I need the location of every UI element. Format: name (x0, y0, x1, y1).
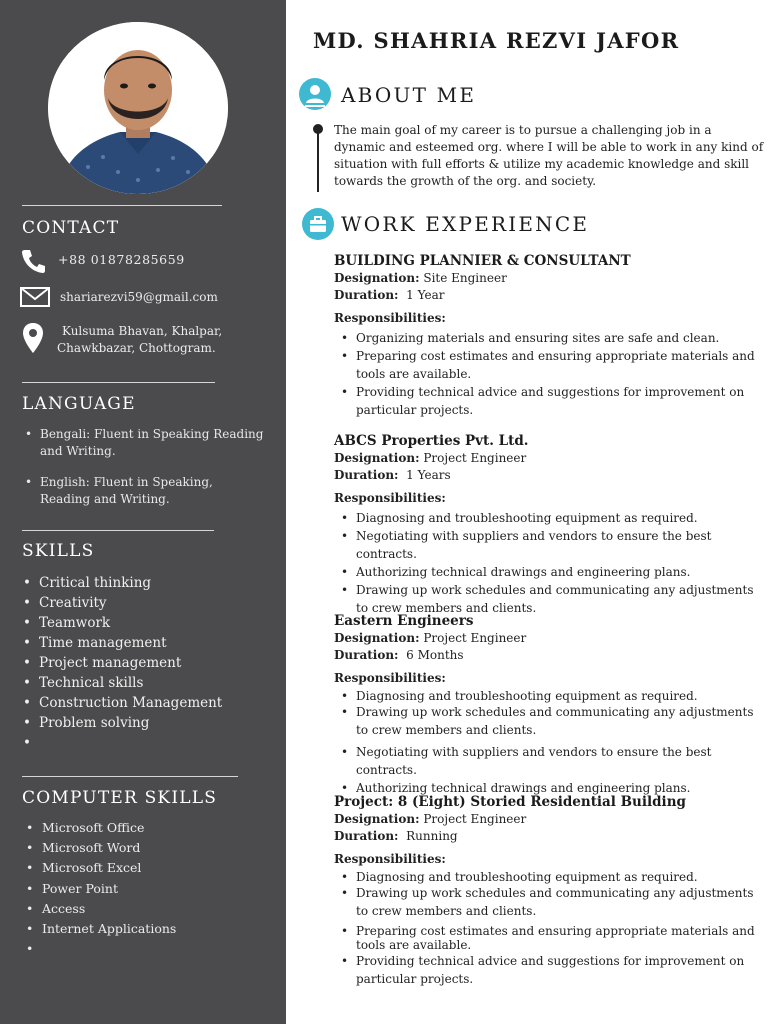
phone-icon (20, 248, 48, 274)
computer-skill-item: • Microsoft Word (26, 838, 266, 858)
profile-photo-illustration (48, 22, 228, 194)
job-company: Project: 8 (Eight) Storied Residential Building (334, 794, 686, 810)
computer-skill-item: • Internet Applications (26, 919, 266, 939)
responsibilities-list (334, 509, 766, 617)
job-designation: Designation: Project Engineer (334, 631, 527, 645)
contact-phone[interactable]: +88 01878285659 (58, 252, 185, 267)
job-entry (334, 252, 766, 419)
sidebar (0, 0, 286, 1024)
computer-skill-item: • Access (26, 899, 266, 919)
responsibility-item: • Organizing materials and ensuring sites are safe and clean. (334, 329, 766, 347)
job-duration: Duration: 1 Year (334, 288, 445, 302)
person-icon (299, 78, 331, 110)
job-entry (334, 793, 766, 988)
job-entry (334, 612, 766, 797)
responsibility-item: • Preparing cost estimates and ensuring appropriate materials and tools are available. (334, 924, 766, 952)
responsibility-item: • Authorizing technical drawings and engineering plans. (334, 779, 766, 797)
responsibilities-list (334, 870, 766, 988)
contact-heading: CONTACT (22, 218, 120, 238)
responsibility-item: • Negotiating with suppliers and vendors to ensure the best contracts. (334, 527, 766, 563)
responsibilities-list (334, 329, 766, 419)
responsibilities-list (334, 689, 766, 797)
skill-item: • Time management (22, 633, 262, 653)
job-company: ABCS Properties Pvt. Ltd. (334, 433, 529, 449)
language-item: • English: Fluent in Speaking, Reading and Writing. (24, 474, 264, 507)
responsibility-item: • Drawing up work schedules and communicating any adjustments to crew members and clients. (334, 703, 766, 739)
skills-list (22, 573, 262, 753)
computer-skill-item: • Power Point (26, 879, 266, 899)
divider (22, 776, 238, 777)
contact-address-line2: Chawkbazar, Chottogram. (57, 341, 216, 355)
job-company: BUILDING PLANNIER & CONSULTANT (334, 253, 631, 269)
responsibilities-heading: Responsibilities: (334, 852, 446, 866)
responsibility-item: • Diagnosing and troubleshooting equipment as required. (334, 689, 766, 703)
job-designation: Designation: Project Engineer (334, 812, 527, 826)
candidate-name: MD. SHAHRIA REZVI JAFOR (313, 28, 680, 53)
skill-item: • Problem solving (22, 713, 262, 733)
divider (22, 382, 215, 383)
job-duration: Duration: 1 Years (334, 468, 451, 482)
skill-item: • Creativity (22, 593, 262, 613)
language-heading: LANGUAGE (22, 394, 136, 414)
responsibility-item: • Drawing up work schedules and communicating any adjustments to crew members and clients. (334, 581, 766, 617)
responsibility-item: • Providing technical advice and suggestions for improvement on particular projects. (334, 383, 766, 419)
job-duration: Duration: Running (334, 829, 458, 843)
contact-address-line1: Kulsuma Bhavan, Khalpar, (62, 324, 223, 338)
contact-email[interactable]: shariarezvi59@gmail.com (60, 290, 218, 304)
divider (22, 530, 214, 531)
computer-skills-list (26, 818, 266, 959)
language-list (24, 426, 264, 522)
responsibilities-heading: Responsibilities: (334, 491, 446, 505)
computer-skill-item (26, 939, 266, 959)
briefcase-icon (302, 208, 334, 240)
job-designation: Designation: Project Engineer (334, 451, 527, 465)
computer-skills-heading: COMPUTER SKILLS (22, 788, 218, 808)
skills-heading: SKILLS (22, 541, 95, 561)
envelope-icon (20, 287, 50, 307)
job-designation: Designation: Site Engineer (334, 271, 507, 285)
skill-item: • Critical thinking (22, 573, 262, 593)
skill-item: • Teamwork (22, 613, 262, 633)
responsibility-item: • Diagnosing and troubleshooting equipment as required. (334, 870, 766, 884)
skill-item (22, 733, 262, 753)
about-heading: ABOUT ME (341, 83, 477, 107)
skill-item: • Project management (22, 653, 262, 673)
responsibility-item: • Preparing cost estimates and ensuring appropriate materials and tools are available. (334, 347, 766, 383)
job-duration: Duration: 6 Months (334, 648, 464, 662)
computer-skill-item: • Microsoft Excel (26, 858, 266, 878)
skill-item: • Technical skills (22, 673, 262, 693)
skill-item: • Construction Management (22, 693, 262, 713)
responsibilities-heading: Responsibilities: (334, 671, 446, 685)
work-heading: WORK EXPERIENCE (341, 212, 590, 236)
job-entry (334, 432, 766, 617)
responsibility-item: • Negotiating with suppliers and vendors to ensure the best contracts. (334, 743, 766, 779)
language-item: • Bengali: Fluent in Speaking Reading and Writing. (24, 426, 264, 459)
timeline-line (317, 130, 319, 192)
location-pin-icon (22, 322, 44, 354)
about-text: The main goal of my career is to pursue a challenging job in a dynamic and esteemed org. where I will be able to work in any kind of situation with full efforts & utilize my academic knowledge and skill towards the growth of the org. and society. (334, 123, 764, 188)
job-company: Eastern Engineers (334, 613, 474, 629)
profile-photo (48, 22, 228, 194)
divider (22, 205, 222, 206)
responsibility-item: • Providing technical advice and suggestions for improvement on particular projects. (334, 952, 766, 988)
responsibility-item: • Authorizing technical drawings and engineering plans. (334, 563, 766, 581)
responsibility-item: • Drawing up work schedules and communicating any adjustments to crew members and clients. (334, 884, 766, 920)
computer-skill-item: • Microsoft Office (26, 818, 266, 838)
responsibilities-heading: Responsibilities: (334, 311, 446, 325)
responsibility-item: • Diagnosing and troubleshooting equipment as required. (334, 509, 766, 527)
